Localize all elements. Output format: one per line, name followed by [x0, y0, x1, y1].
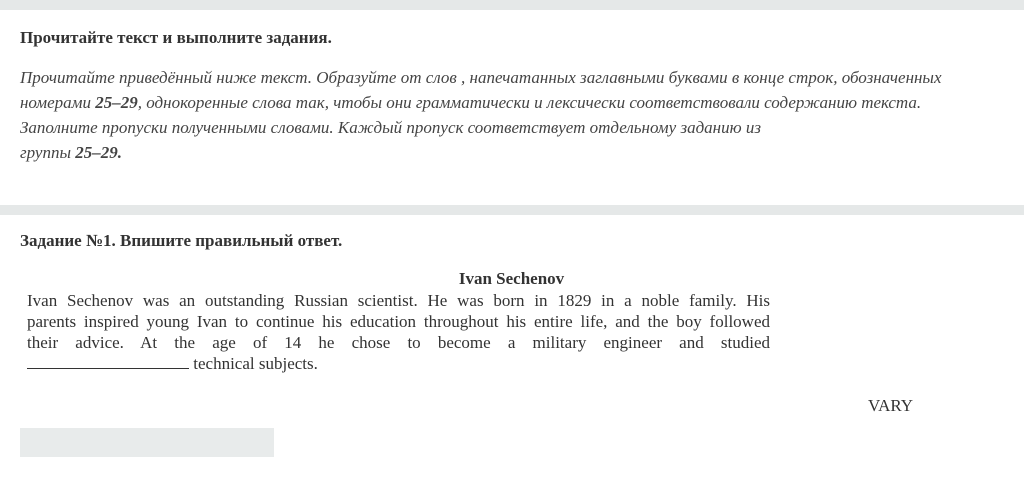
passage-line-4-text: technical subjects. [189, 354, 318, 373]
instructions-title: Прочитайте текст и выполните задания. [20, 28, 332, 47]
top-divider [0, 0, 1024, 10]
instructions-range-number-2: 25–29. [75, 143, 122, 162]
gap-blank [27, 354, 189, 369]
instructions-line-2 [20, 90, 1005, 115]
passage-line-4 [27, 353, 770, 374]
instructions-line-4 [20, 140, 1005, 165]
passage-title: Ivan Sechenov [458, 269, 565, 288]
section-divider [0, 205, 1024, 215]
answer-input[interactable] [20, 428, 274, 457]
instructions-line-4-start: группы [20, 143, 76, 162]
instructions-text [20, 65, 1005, 165]
task-title: Задание №1. Впишите правильный ответ. [20, 231, 343, 250]
instructions-range-number: 25–29 [95, 93, 138, 112]
keyword-vary: VARY [868, 396, 914, 415]
passage-line-1: Ivan Sechenov was an outstanding Russian scientist. He was born in 1829 in a noble family. His [27, 291, 770, 310]
instructions-section [0, 10, 1024, 205]
instructions-line-3: Заполните пропуски полученными словами. Каждый пропуск соответствует отдельному заданию из [20, 118, 761, 137]
instructions-line-2-start: номерами [20, 93, 96, 112]
passage-line-2: parents inspired young Ivan to continue his education throughout his entire life, and the boy followed [27, 312, 770, 331]
passage-text [27, 290, 770, 374]
instructions-line-2-end: , однокоренные слова так, чтобы они грамматически и лексически соответствовали содержанию текста. [137, 93, 922, 112]
instructions-line-1: Прочитайте приведённый ниже текст. Образуйте от слов , напечатанных заглавными буквами в конце строк, обозначенных [20, 68, 942, 87]
passage-line-3: their advice. At the age of 14 he chose to become a military engineer and studied [27, 333, 770, 352]
